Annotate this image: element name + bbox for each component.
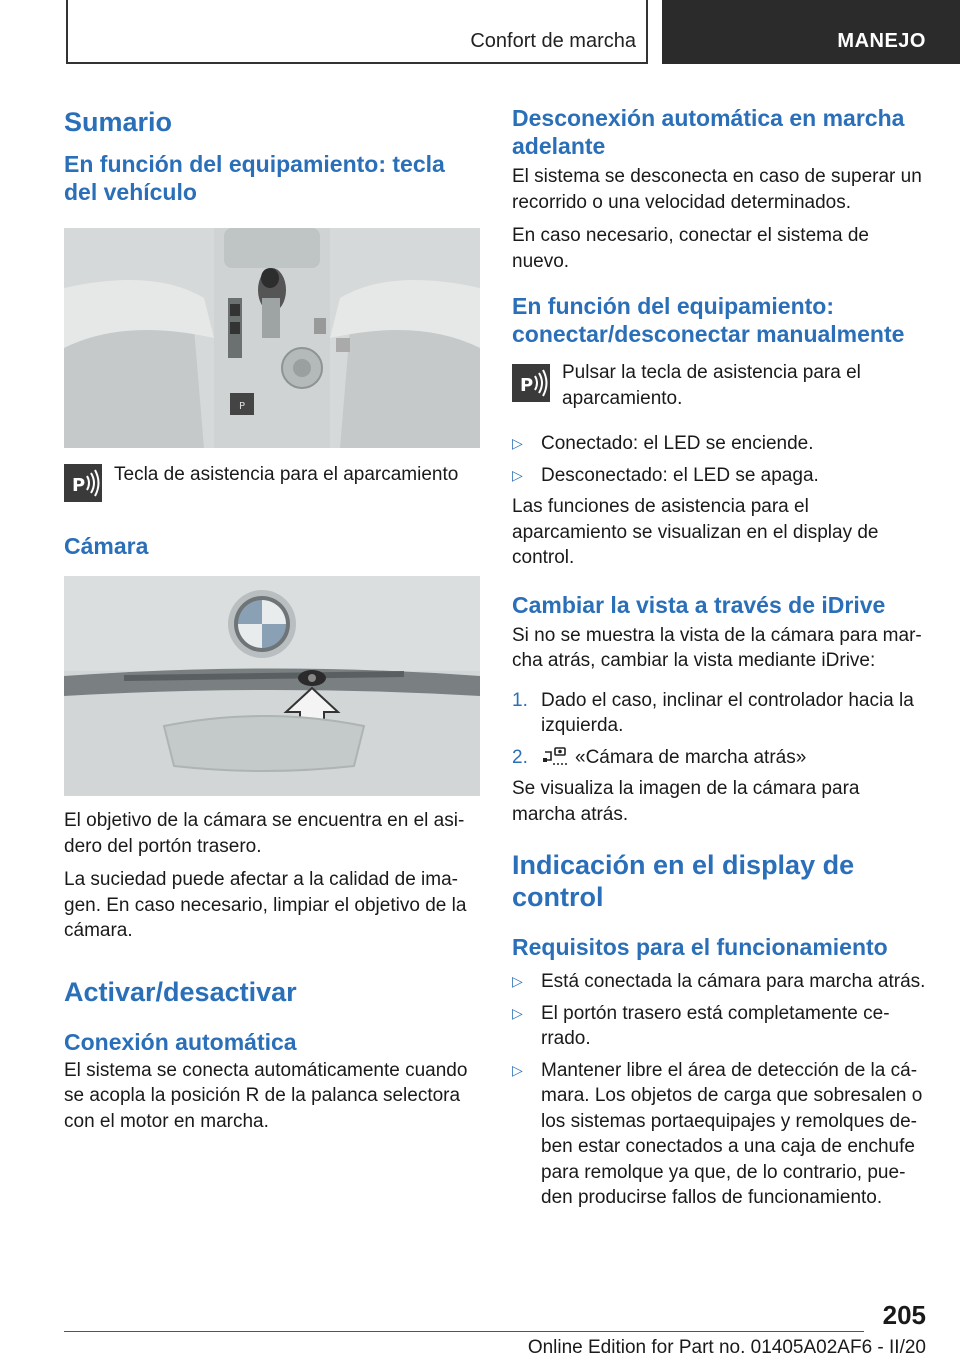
rear-camera-icon xyxy=(541,746,569,766)
header-section-title: Confort de marcha xyxy=(470,30,636,52)
heading-manual: En función del equipamiento: conectar/desconectar manualmente xyxy=(512,293,905,347)
edition-note: Online Edition for Part no. 01405A02AF6 - II/20 xyxy=(527,1337,926,1358)
heading-display: Indicación en el display de control xyxy=(512,850,855,912)
manual-icon-text: Pulsar la tecla de asistencia para el aparcamiento. xyxy=(562,362,861,409)
rear-camera-photo xyxy=(64,576,480,796)
triangle-bullet-icon: ▷ xyxy=(512,973,523,989)
right-column xyxy=(512,100,928,1211)
list-item: ▷ El portón trasero está completamente cerrado. xyxy=(512,1002,890,1049)
park-assist-caption-row xyxy=(64,464,480,502)
idrive-paragraph: Si no se muestra la vista de la cámara para marcha atrás, cambiar la vista mediante iDrive: xyxy=(512,624,922,671)
list-item: 2. «Cámara de marcha atrás» xyxy=(512,746,807,768)
heading-requisites: Requisitos para el funcionamiento xyxy=(512,934,888,960)
list-item: 1. Dado el caso, inclinar el controlador hacia la izquierda. xyxy=(512,689,914,736)
park-assist-icon xyxy=(512,364,550,402)
left-column xyxy=(64,100,480,1134)
header-rule-mid xyxy=(646,0,648,64)
triangle-bullet-icon: ▷ xyxy=(512,435,523,451)
svg-text:P: P xyxy=(520,375,534,396)
heading-idrive: Cambiar la vista a través de iDrive xyxy=(512,591,886,618)
park-assist-caption: Tecla de asistencia para el aparcamiento xyxy=(114,464,459,485)
manual-icon-row xyxy=(512,364,928,411)
triangle-bullet-icon: ▷ xyxy=(512,1004,523,1021)
triangle-bullet-icon: ▷ xyxy=(512,1061,523,1078)
camera-paragraph-2: La suciedad puede afectar a la calidad de imagen. En caso necesario, limpiar el objetivo de la cámara. xyxy=(64,869,467,941)
heading-summary: Sumario xyxy=(64,107,173,137)
manual-bullet-list xyxy=(512,431,928,488)
heading-auto-on: Conexión automática xyxy=(64,1028,297,1055)
list-item: ▷ Conectado: el LED se enciende. xyxy=(512,431,928,457)
heading-vehicle-key: En función del equipamiento: tecla del vehículo xyxy=(64,151,445,205)
svg-text:P: P xyxy=(238,401,246,412)
park-assist-icon xyxy=(64,464,102,502)
heading-auto-off: Desconexión automática en marcha adelante xyxy=(512,105,905,159)
header-rule-bottom xyxy=(66,62,648,64)
list-item: ▷ Desconectado: el LED se apaga. xyxy=(512,463,928,489)
page-number: 205 xyxy=(882,1300,926,1330)
heading-camera: Cámara xyxy=(64,533,149,559)
header-rule-left xyxy=(66,0,68,62)
idrive-paragraph-2: Se visualiza la imagen de la cámara para marcha atrás. xyxy=(512,778,860,825)
header-chapter-label: MANEJO xyxy=(837,30,926,52)
list-item: ▷ Mantener libre el área de detección de la cámara. Los objetos de carga que sobresalen o los sistemas portaequipajes y remolques deben estar conectados a una caja de enchufe para remolque ya que, de lo contrario, pueden producirse fallos de funcionamiento. xyxy=(512,1059,923,1208)
auto-off-paragraph-2: En caso necesario, conectar el sistema de nuevo. xyxy=(512,225,869,272)
manual-paragraph: Las funciones de asistencia para el aparcamiento se visualizan en el display de control. xyxy=(512,496,879,568)
requisites-bullet-list xyxy=(512,969,928,1211)
heading-activate: Activar/desactivar xyxy=(64,976,297,1007)
console-photo xyxy=(64,228,480,448)
footer-rule xyxy=(64,1331,864,1332)
header-chapter-tab xyxy=(662,0,960,64)
list-item: ▷ Está conectada la cámara para marcha atrás. xyxy=(512,969,928,995)
triangle-bullet-icon: ▷ xyxy=(512,466,523,483)
camera-paragraph-1: El objetivo de la cámara se encuentra en el asidero del portón trasero. xyxy=(64,810,465,857)
svg-text:P: P xyxy=(72,475,86,496)
auto-on-paragraph: El sistema se conecta automáticamente cuando se acopla la posición R de la palanca selectora con el motor en marcha. xyxy=(64,1059,468,1132)
idrive-step-list xyxy=(512,688,928,771)
auto-off-paragraph-1: El sistema se desconecta en caso de superar un recorrido o una velocidad determinados. xyxy=(512,166,922,213)
